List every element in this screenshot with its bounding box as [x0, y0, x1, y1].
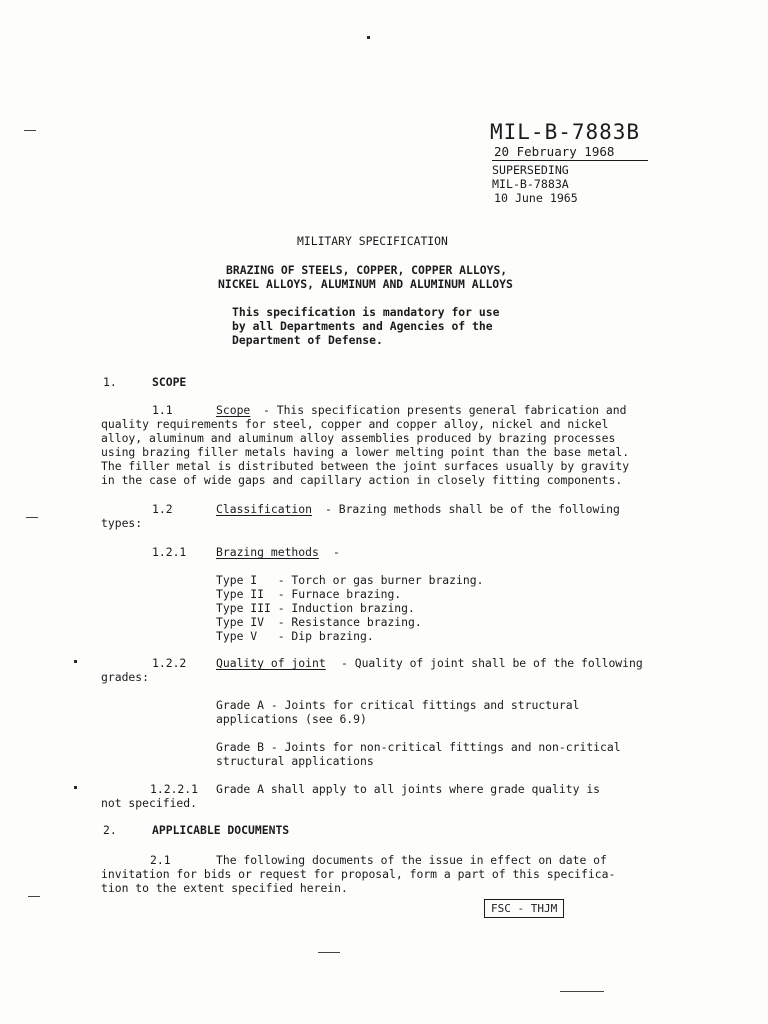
para-2-1-line-3: tion to the extent specified herein. [101, 881, 348, 895]
mandatory-line-1: This specification is mandatory for use [232, 305, 500, 319]
scan-speck [367, 36, 370, 39]
superseded-id: MIL-B-7883A [492, 177, 569, 191]
para-1-1-line: in the case of wide gaps and capillary action in closely fitting components. [101, 473, 623, 487]
para-1-2-2-line-1: - Quality of joint shall be of the following [341, 656, 643, 670]
title-line-2: NICKEL ALLOYS, ALUMINUM AND ALUMINUM ALLOYS [218, 277, 513, 291]
mandatory-line-3: Department of Defense. [232, 333, 383, 347]
brazing-type-item: Type I - Torch or gas burner brazing. [216, 573, 484, 587]
para-1-1-line: using brazing filler metals having a lower melting point than the base metal. [101, 445, 630, 459]
para-1-2-2-line-2: grades: [101, 670, 150, 684]
brazing-type-item: Type IV - Resistance brazing. [216, 615, 422, 629]
para-1-2-1-heading: Brazing methods [216, 545, 319, 559]
para-1-2-2-number: 1.2.2 [152, 656, 187, 670]
para-1-2-heading: Classification [216, 502, 313, 516]
grade-b-line-1: Grade B - Joints for non-critical fittings and non-critical [216, 740, 621, 754]
margin-mark [26, 517, 38, 518]
section-2-number: 2. [103, 823, 117, 837]
para-2-1-number: 2.1 [150, 853, 171, 867]
fsc-box [484, 899, 564, 918]
para-1-1-line: The filler metal is distributed between the joint surfaces usually by gravity [101, 459, 630, 473]
header-rule [492, 160, 648, 161]
para-1-2-number: 1.2 [152, 502, 173, 516]
para-1-2-2-1-line-1: Grade A shall apply to all joints where grade quality is [216, 782, 601, 796]
bullet-mark [74, 786, 77, 789]
para-1-2-2-1-number: 1.2.2.1 [150, 782, 199, 796]
margin-mark [28, 896, 40, 897]
doc-type: MILITARY SPECIFICATION [297, 234, 448, 248]
para-1-2-line-1: - Brazing methods shall be of the following [325, 502, 620, 516]
title-line-1: BRAZING OF STEELS, COPPER, COPPER ALLOYS, [226, 263, 508, 277]
brazing-type-item: Type III - Induction brazing. [216, 601, 415, 615]
para-1-2-2-1-line-2: not specified. [101, 796, 198, 810]
superseded-date: 10 June 1965 [494, 191, 578, 205]
para-1-1-heading: Scope [216, 403, 251, 417]
para-1-2-1-suffix: - [333, 545, 340, 559]
section-2-title: APPLICABLE DOCUMENTS [152, 823, 290, 837]
fsc-code: FSC - THJM [491, 902, 558, 915]
brazing-type-item: Type V - Dip brazing. [216, 629, 374, 643]
grade-b-line-2: structural applications [216, 754, 374, 768]
bullet-mark [74, 660, 77, 663]
margin-mark [24, 130, 36, 131]
grade-a-line-2: applications (see 6.9) [216, 712, 367, 726]
scan-speck [560, 991, 604, 992]
para-1-2-2-heading: Quality of joint [216, 656, 326, 670]
para-1-1-line: alloy, aluminum and aluminum alloy assemblies produced by brazing processes [101, 431, 616, 445]
superseding-label: SUPERSEDING [492, 163, 569, 177]
section-1-number: 1. [103, 375, 117, 389]
spec-id: MIL-B-7883B [490, 120, 641, 144]
para-2-1-line-1: The following documents of the issue in effect on date of [216, 853, 607, 867]
para-2-1-line-2: invitation for bids or request for proposal, form a part of this specifica- [101, 867, 616, 881]
para-1-2-1-number: 1.2.1 [152, 545, 187, 559]
section-1-title: SCOPE [152, 375, 187, 389]
para-1-1-number: 1.1 [152, 403, 173, 417]
para-1-2-line-2: types: [101, 516, 143, 530]
para-1-1-line: quality requirements for steel, copper and copper alloy, nickel and nickel [101, 417, 609, 431]
brazing-type-item: Type II - Furnace brazing. [216, 587, 402, 601]
mandatory-line-2: by all Departments and Agencies of the [232, 319, 493, 333]
spec-date: 20 February 1968 [494, 144, 615, 159]
para-1-1-line: - This specification presents general fabrication and [263, 403, 627, 417]
scan-speck [318, 952, 340, 953]
grade-a-line-1: Grade A - Joints for critical fittings and structural [216, 698, 580, 712]
